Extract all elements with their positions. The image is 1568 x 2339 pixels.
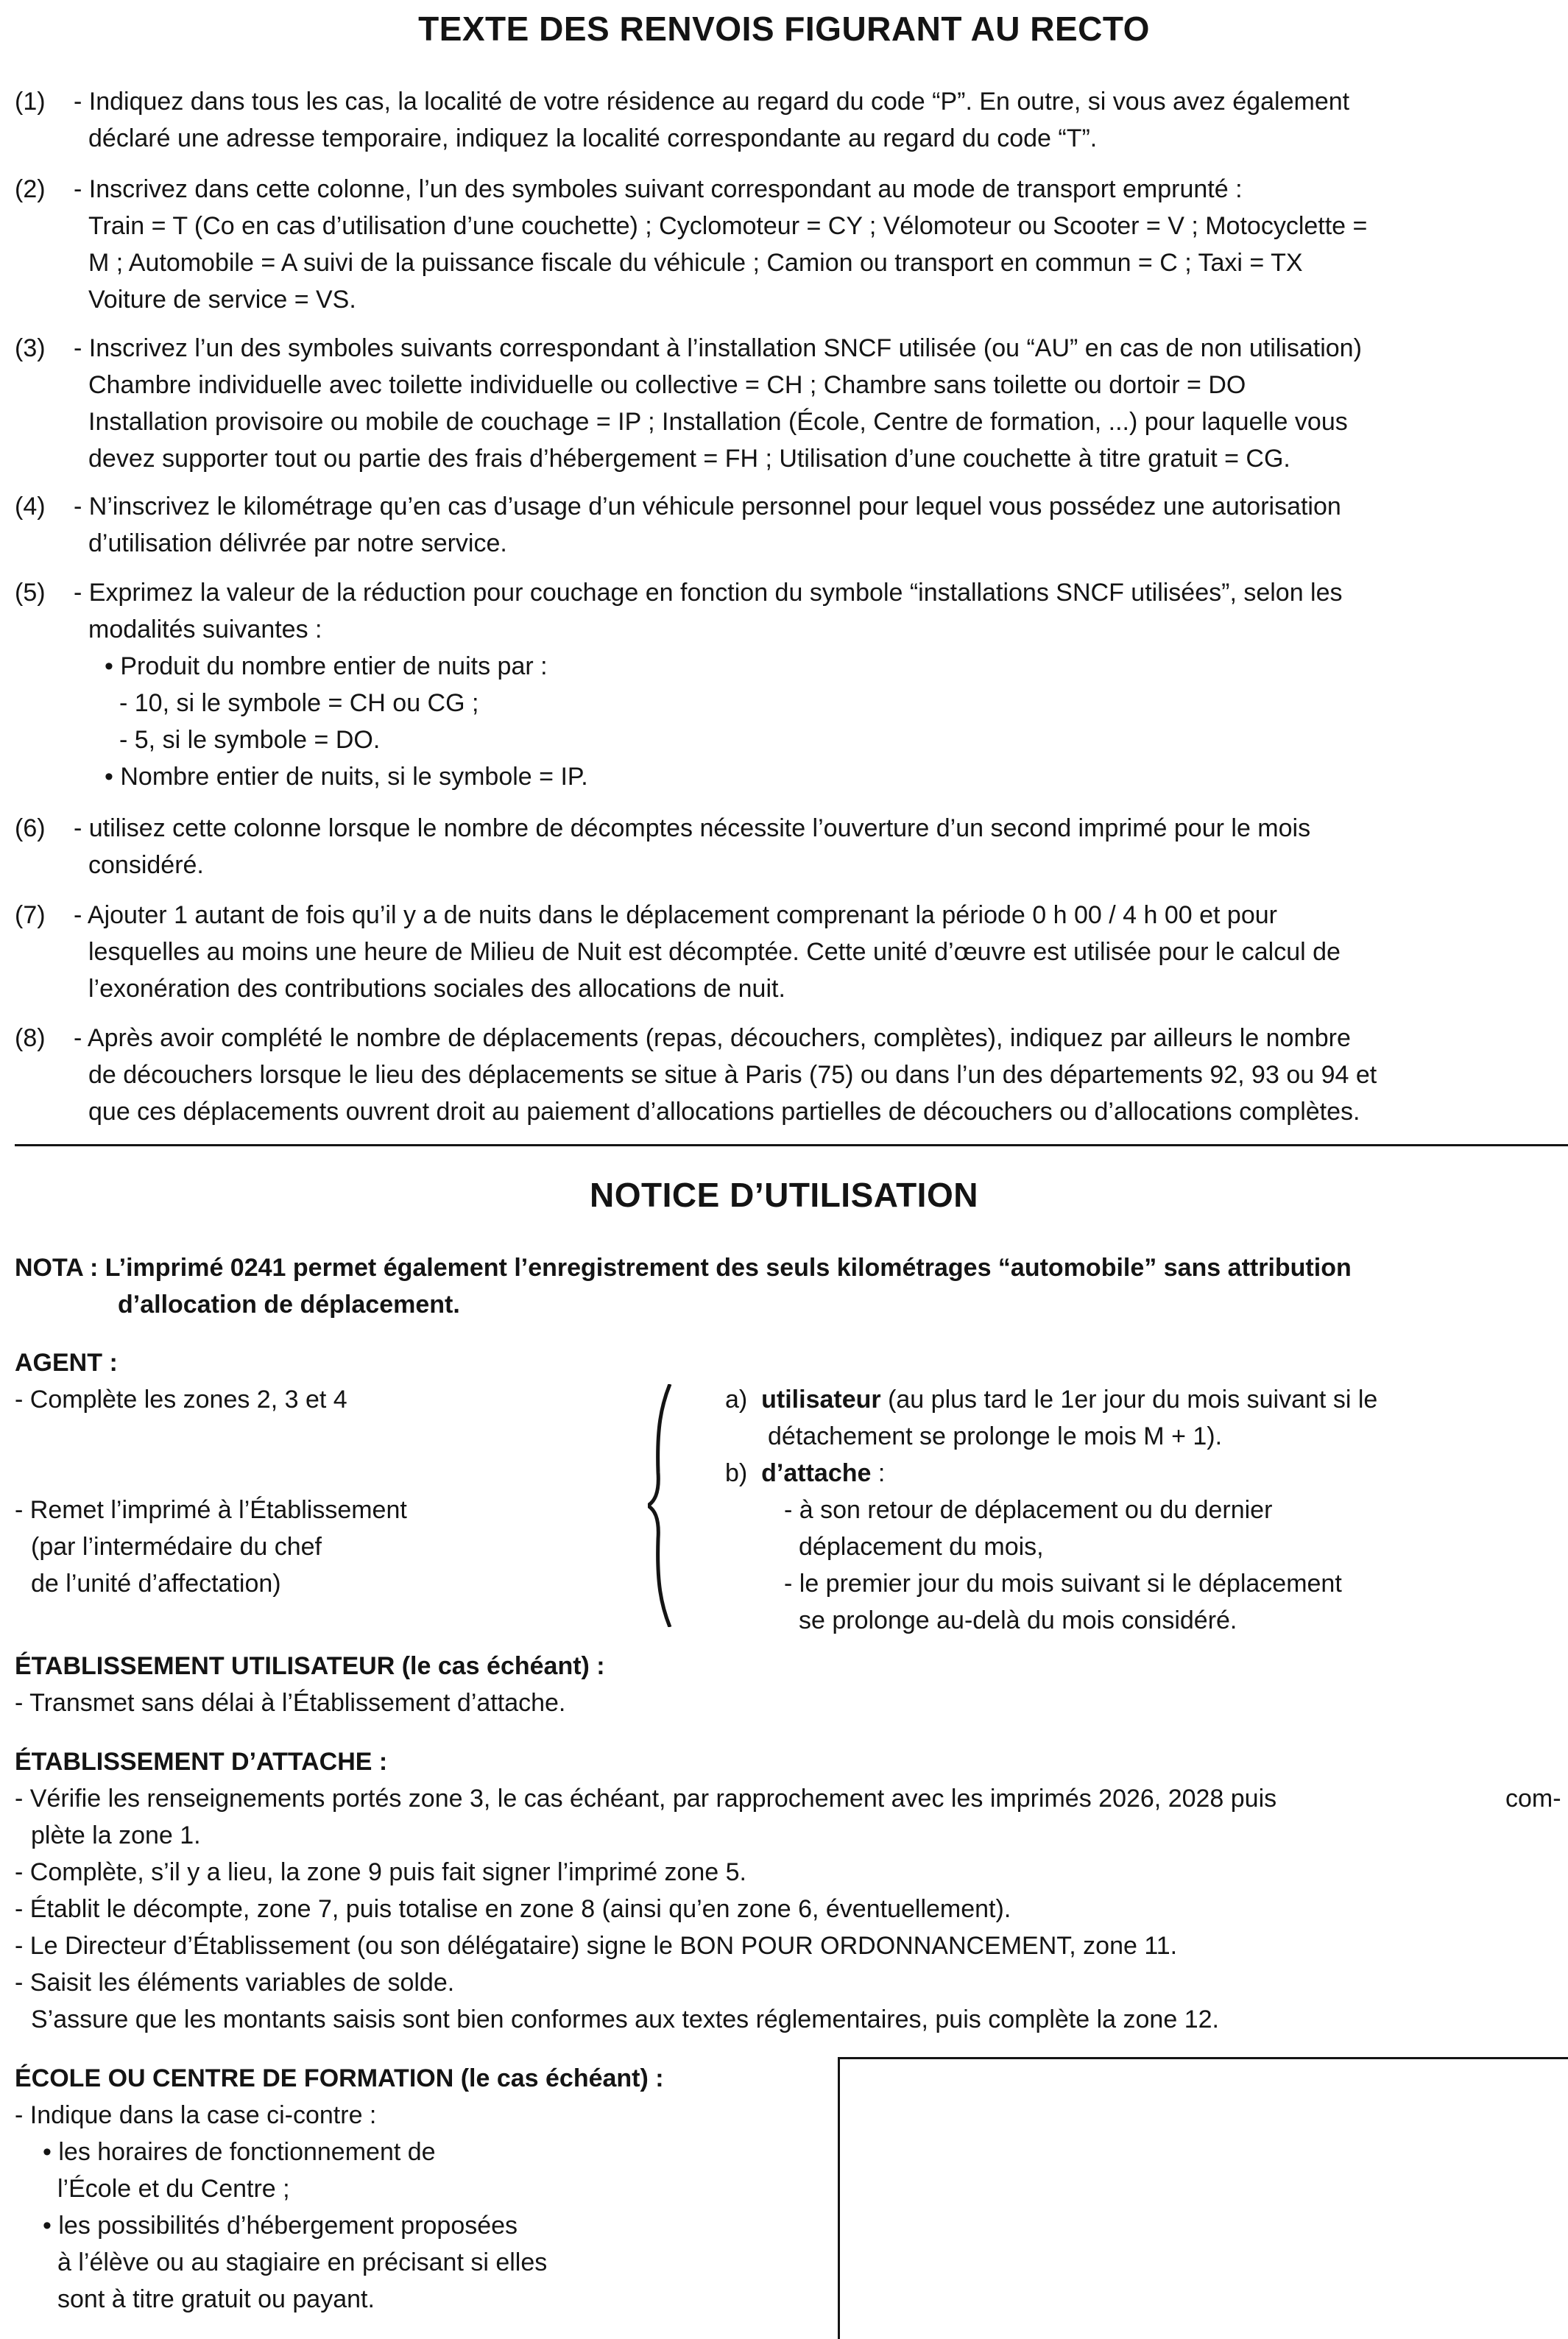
note-line: devez supporter tout ou partie des frais d’hébergement = FH ; Utilisation d’une couchette à titre gratuit = CG. <box>88 445 1290 473</box>
note-line: - Indiquez dans tous les cas, la localité de votre résidence au regard du code “P”. En outre, si vous avez également <box>74 88 1350 116</box>
note-line: Chambre individuelle avec toilette individuelle ou collective = CH ; Chambre sans toilette ou dortoir = DO <box>88 371 1246 399</box>
note-line: • Nombre entier de nuits, si le symbole = IP. <box>105 763 588 791</box>
attache-item: - Établit le décompte, zone 7, puis totalise en zone 8 (ainsi qu’en zone 6, éventuellement). <box>15 1895 1011 1923</box>
note-8 <box>15 1020 1561 1130</box>
grouping-brace-icon <box>648 1384 692 1627</box>
section-divider <box>15 1144 1568 1146</box>
agent-item: de l’unité d’affectation) <box>31 1570 281 1598</box>
note-1 <box>15 83 1561 157</box>
note-line: de découchers lorsque le lieu des déplacements se situe à Paris (75) ou dans l’un des départements 92, 93 ou 94 et <box>88 1061 1377 1089</box>
note-line: Voiture de service = VS. <box>88 286 356 314</box>
ecole-heading: ÉCOLE OU CENTRE DE FORMATION (le cas échéant) : <box>15 2064 664 2092</box>
note-line: - Ajouter 1 autant de fois qu’il y a de nuits dans le déplacement comprenant la période 0 h 00 / 4 h 00 et pour <box>74 901 1277 929</box>
note-6 <box>15 810 1561 883</box>
utilisateur-section <box>15 1648 605 1721</box>
note-line: - Après avoir complété le nombre de déplacements (repas, découchers, complètes), indiquez par ailleurs le nombre <box>74 1024 1351 1052</box>
ecole-item: l’École et du Centre ; <box>57 2175 290 2203</box>
attache-item <box>15 1780 1568 1817</box>
ecole-item: • les possibilités d’hébergement proposées <box>43 2212 518 2240</box>
attache-item: - Le Directeur d’Établissement (ou son délégataire) signe le BON POUR ORDONNANCEMENT, zone 11. <box>15 1932 1178 1960</box>
notice-title: NOTICE D’UTILISATION <box>590 1176 978 1214</box>
note-number: (2) <box>15 175 46 203</box>
note-number: (7) <box>15 901 46 929</box>
note-number: (8) <box>15 1024 46 1052</box>
note-line: l’exonération des contributions sociales des allocations de nuit. <box>88 975 785 1003</box>
note-line: déclaré une adresse temporaire, indiquez la localité correspondante au regard du code “T”. <box>88 124 1098 152</box>
note-7 <box>15 897 1561 1007</box>
attache-item-hyphenation: com- <box>1505 1785 1561 1813</box>
note-line: - Inscrivez l’un des symboles suivants correspondant à l’installation SNCF utilisée (ou “AU” en cas de non utilisation) <box>74 334 1362 362</box>
attache-section <box>15 1743 1568 2038</box>
attache-heading: ÉTABLISSEMENT D’ATTACHE : <box>15 1748 388 1776</box>
agent-option-b-line: se prolonge au-delà du mois considéré. <box>799 1606 1237 1634</box>
ecole-item: • les horaires de fonctionnement de <box>43 2138 436 2166</box>
note-2 <box>15 171 1561 318</box>
note-4 <box>15 488 1561 562</box>
agent-option-a-line: détachement se prolonge le mois M + 1). <box>768 1422 1223 1450</box>
agent-heading-text: AGENT : <box>15 1349 118 1377</box>
agent-left-items <box>15 1381 407 1602</box>
attache-item: - Complète, s’il y a lieu, la zone 9 puis fait signer l’imprimé zone 5. <box>15 1858 746 1886</box>
option-text: (au plus tard le 1er jour du mois suivant si le <box>880 1386 1378 1414</box>
nota-line: NOTA : L’imprimé 0241 permet également l’enregistrement des seuls kilométrages “automobile” sans attribution <box>15 1254 1352 1282</box>
attache-item: S’assure que les montants saisis sont bien conformes aux textes réglementaires, puis complète la zone 12. <box>31 2005 1219 2033</box>
note-line: - utilisez cette colonne lorsque le nombre de décomptes nécessite l’ouverture d’un second imprimé pour le mois <box>74 814 1311 842</box>
agent-option-b-line: déplacement du mois, <box>799 1533 1044 1561</box>
note-line: considéré. <box>88 851 204 879</box>
agent-right-items <box>725 1381 1377 1639</box>
note-line: lesquelles au moins une heure de Milieu de Nuit est décomptée. Cette unité d’œuvre est utilisée pour le calcul de <box>88 938 1341 966</box>
attache-item-text: - Vérifie les renseignements portés zone 3, le cas échéant, par rapprochement avec les imprimés 2026, 2028 puis <box>15 1785 1277 1813</box>
ecole-section <box>15 2060 664 2318</box>
agent-item: (par l’intermédaire du chef <box>31 1533 322 1561</box>
note-line: Train = T (Co en cas d’utilisation d’une couchette) ; Cyclomoteur = CY ; Vélomoteur ou Scooter = V ; Motocyclette = <box>88 212 1368 240</box>
note-line: d’utilisation délivrée par notre service. <box>88 529 507 557</box>
option-title: utilisateur <box>761 1386 881 1414</box>
agent-item: - Complète les zones 2, 3 et 4 <box>15 1386 347 1414</box>
attache-item: - Saisit les éléments variables de solde. <box>15 1969 455 1997</box>
note-number: (1) <box>15 88 46 116</box>
agent-heading <box>15 1344 118 1381</box>
note-line: que ces déplacements ouvrent droit au paiement d’allocations partielles de découchers ou d’allocations complètes. <box>88 1098 1360 1126</box>
note-line: - 10, si le symbole = CH ou CG ; <box>119 689 479 717</box>
agent-item: - Remet l’imprimé à l’Établissement <box>15 1496 407 1524</box>
utilisateur-item: - Transmet sans délai à l’Établissement d’attache. <box>15 1689 566 1717</box>
agent-option-a <box>725 1381 1377 1418</box>
note-line: - Inscrivez dans cette colonne, l’un des symboles suivant correspondant au mode de transport emprunté : <box>74 175 1243 203</box>
ecole-item: à l’élève ou au stagiaire en précisant si elles <box>57 2248 548 2276</box>
note-number: (5) <box>15 579 46 607</box>
ecole-item: sont à titre gratuit ou payant. <box>57 2285 375 2313</box>
note-number: (6) <box>15 814 46 842</box>
note-number: (3) <box>15 334 46 362</box>
attache-item: plète la zone 1. <box>31 1821 201 1849</box>
option-text: : <box>871 1459 886 1487</box>
renvois-title: TEXTE DES RENVOIS FIGURANT AU RECTO <box>418 10 1150 48</box>
note-line: modalités suivantes : <box>88 615 322 643</box>
agent-option-b <box>725 1455 1377 1492</box>
utilisateur-heading: ÉTABLISSEMENT UTILISATEUR (le cas échéant) : <box>15 1652 605 1680</box>
option-label: a) <box>725 1386 748 1414</box>
note-line: • Produit du nombre entier de nuits par : <box>105 652 548 680</box>
note-5 <box>15 574 1561 795</box>
nota <box>15 1249 1352 1323</box>
note-line: Installation provisoire ou mobile de couchage = IP ; Installation (École, Centre de formation, ...) pour laquelle vous <box>88 408 1348 436</box>
note-number: (4) <box>15 493 46 521</box>
note-line: M ; Automobile = A suivi de la puissance fiscale du véhicule ; Camion ou transport en commun = C ; Taxi = TX <box>88 249 1303 277</box>
agent-option-b-line: - le premier jour du mois suivant si le déplacement <box>784 1570 1342 1598</box>
ecole-item: - Indique dans la case ci-contre : <box>15 2101 377 2129</box>
note-3 <box>15 330 1561 477</box>
nota-line: d’allocation de déplacement. <box>118 1291 460 1319</box>
option-label: b) <box>725 1459 748 1487</box>
agent-option-b-line: - à son retour de déplacement ou du dernier <box>784 1496 1273 1524</box>
note-line: - N’inscrivez le kilométrage qu’en cas d’usage d’un véhicule personnel pour lequel vous possédez une autorisation <box>74 493 1341 521</box>
note-line: - 5, si le symbole = DO. <box>119 726 381 754</box>
note-line: - Exprimez la valeur de la réduction pour couchage en fonction du symbole “installations SNCF utilisées”, selon les <box>74 579 1343 607</box>
option-title: d’attache <box>761 1459 872 1487</box>
school-info-box[interactable] <box>838 2057 1568 2339</box>
